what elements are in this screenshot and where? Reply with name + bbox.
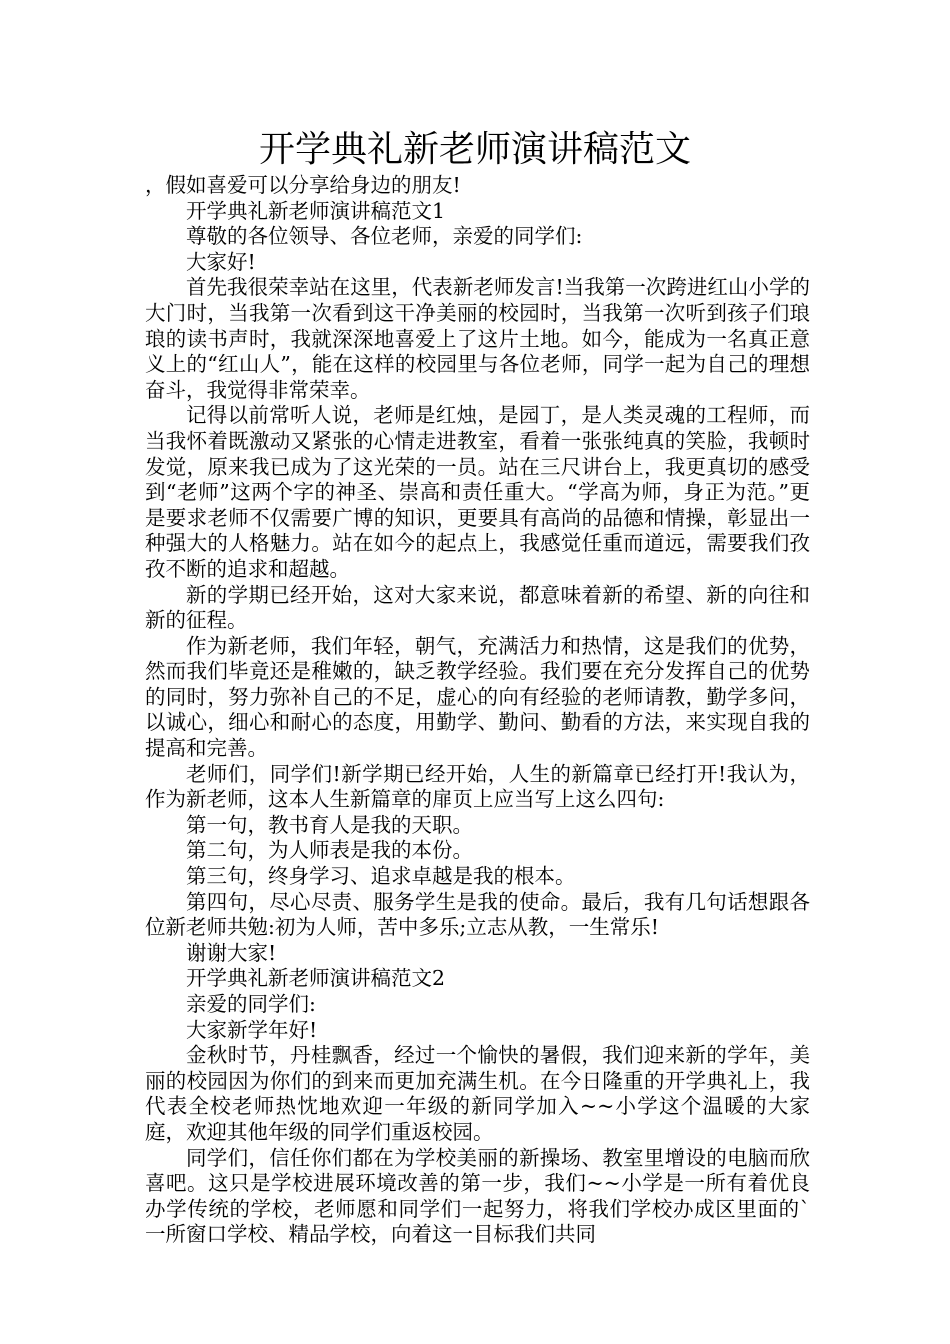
salutation: 尊敬的各位领导、各位老师，亲爱的同学们:: [186, 224, 583, 249]
section-heading: 开学典礼新老师演讲稿范文1: [186, 198, 446, 223]
paragraph: 作为新老师，我们年轻，朝气，充满活力和热情，这是我们的优势，然而我们毕竟还是稚嫩的，缺乏教学经验。我们要在充分发挥自己的优势的同时，努力弥补自己的不足，虚心的向有经验的老师请教，勤学多问，以诚心，细心和耐心的态度，用勤学、勤问、勤看的方法，来实现自我的提高和完善。: [145, 633, 810, 761]
document-body: [145, 173, 810, 1248]
paragraph: ，假如喜爱可以分享给身边的朋友!: [145, 173, 461, 197]
paragraph: 首先我很荣幸站在这里，代表新老师发言!当我第一次跨进红山小学的大门时，当我第一次看到这干净美丽的校园时，当我第一次听到孩子们琅琅的读书声时，我就深深地喜爱上了这片土地。如今，能成为一名真正意义上的“红山人”，能在这样的校园里与各位老师，同学一起为自己的理想奋斗，我觉得非常荣幸。: [145, 275, 810, 402]
greeting: 大家新学年好!: [186, 1017, 318, 1042]
paragraph: 记得以前常听人说，老师是红烛，是园丁，是人类灵魂的工程师，而当我怀着既激动又紧张的心情走进教室，看着一张张纯真的笑脸，我顿时发觉，原来我已成为了这光荣的一员。站在三尺讲台上，我更真切的感受到“老师”这两个字的神圣、崇高和责任重大。“学高为师，身正为范。”更是要求老师不仅需要广博的知识，更要具有高尚的品德和情操，彰显出一种强大的人格魅力。站在如今的起点上，我感觉任重而道远，需要我们孜孜不断的追求和超越。: [145, 403, 810, 581]
closing: 谢谢大家!: [186, 940, 277, 965]
paragraph: 第二句，为人师表是我的本份。: [186, 838, 473, 863]
paragraph: 第三句，终身学习、追求卓越是我的根本。: [186, 864, 576, 889]
section-heading: 开学典礼新老师演讲稿范文2: [186, 966, 446, 991]
paragraph: 新的学期已经开始，这对大家来说，都意味着新的希望、新的向往和新的征程。: [145, 582, 810, 633]
paragraph: 第四句，尽心尽责、服务学生是我的使命。最后，我有几句话想跟各位新老师共勉:初为人师，苦中多乐;立志从教，一生常乐!: [145, 889, 810, 940]
document-title: 开学典礼新老师演讲稿范文: [258, 129, 691, 170]
paragraph: 同学们，信任你们都在为学校美丽的新操场、教室里增设的电脑而欣喜吧。这只是学校进展环境改善的第一步，我们~~小学是一所有着优良办学传统的学校，老师愿和同学们一起努力，将我们学校办成区里面的`一所窗口学校、精品学校，向着这一目标我们共同: [145, 1145, 810, 1247]
paragraph: 老师们，同学们!新学期已经开始，人生的新篇章已经打开!我认为，作为新老师，这本人生新篇章的扉页上应当写上这么四句:: [145, 761, 810, 812]
paragraph: 第一句，教书育人是我的天职。: [186, 812, 473, 837]
greeting: 大家好!: [186, 249, 256, 274]
paragraph: 金秋时节，丹桂飘香，经过一个愉快的暑假，我们迎来新的学年，美丽的校园因为你们的到来而更加充满生机。在今日隆重的开学典礼上，我代表全校老师热忱地欢迎一年级的新同学加入~~小学这个温暖的大家庭，欢迎其他年级的同学们重返校园。: [145, 1043, 810, 1144]
salutation: 亲爱的同学们:: [186, 992, 316, 1016]
